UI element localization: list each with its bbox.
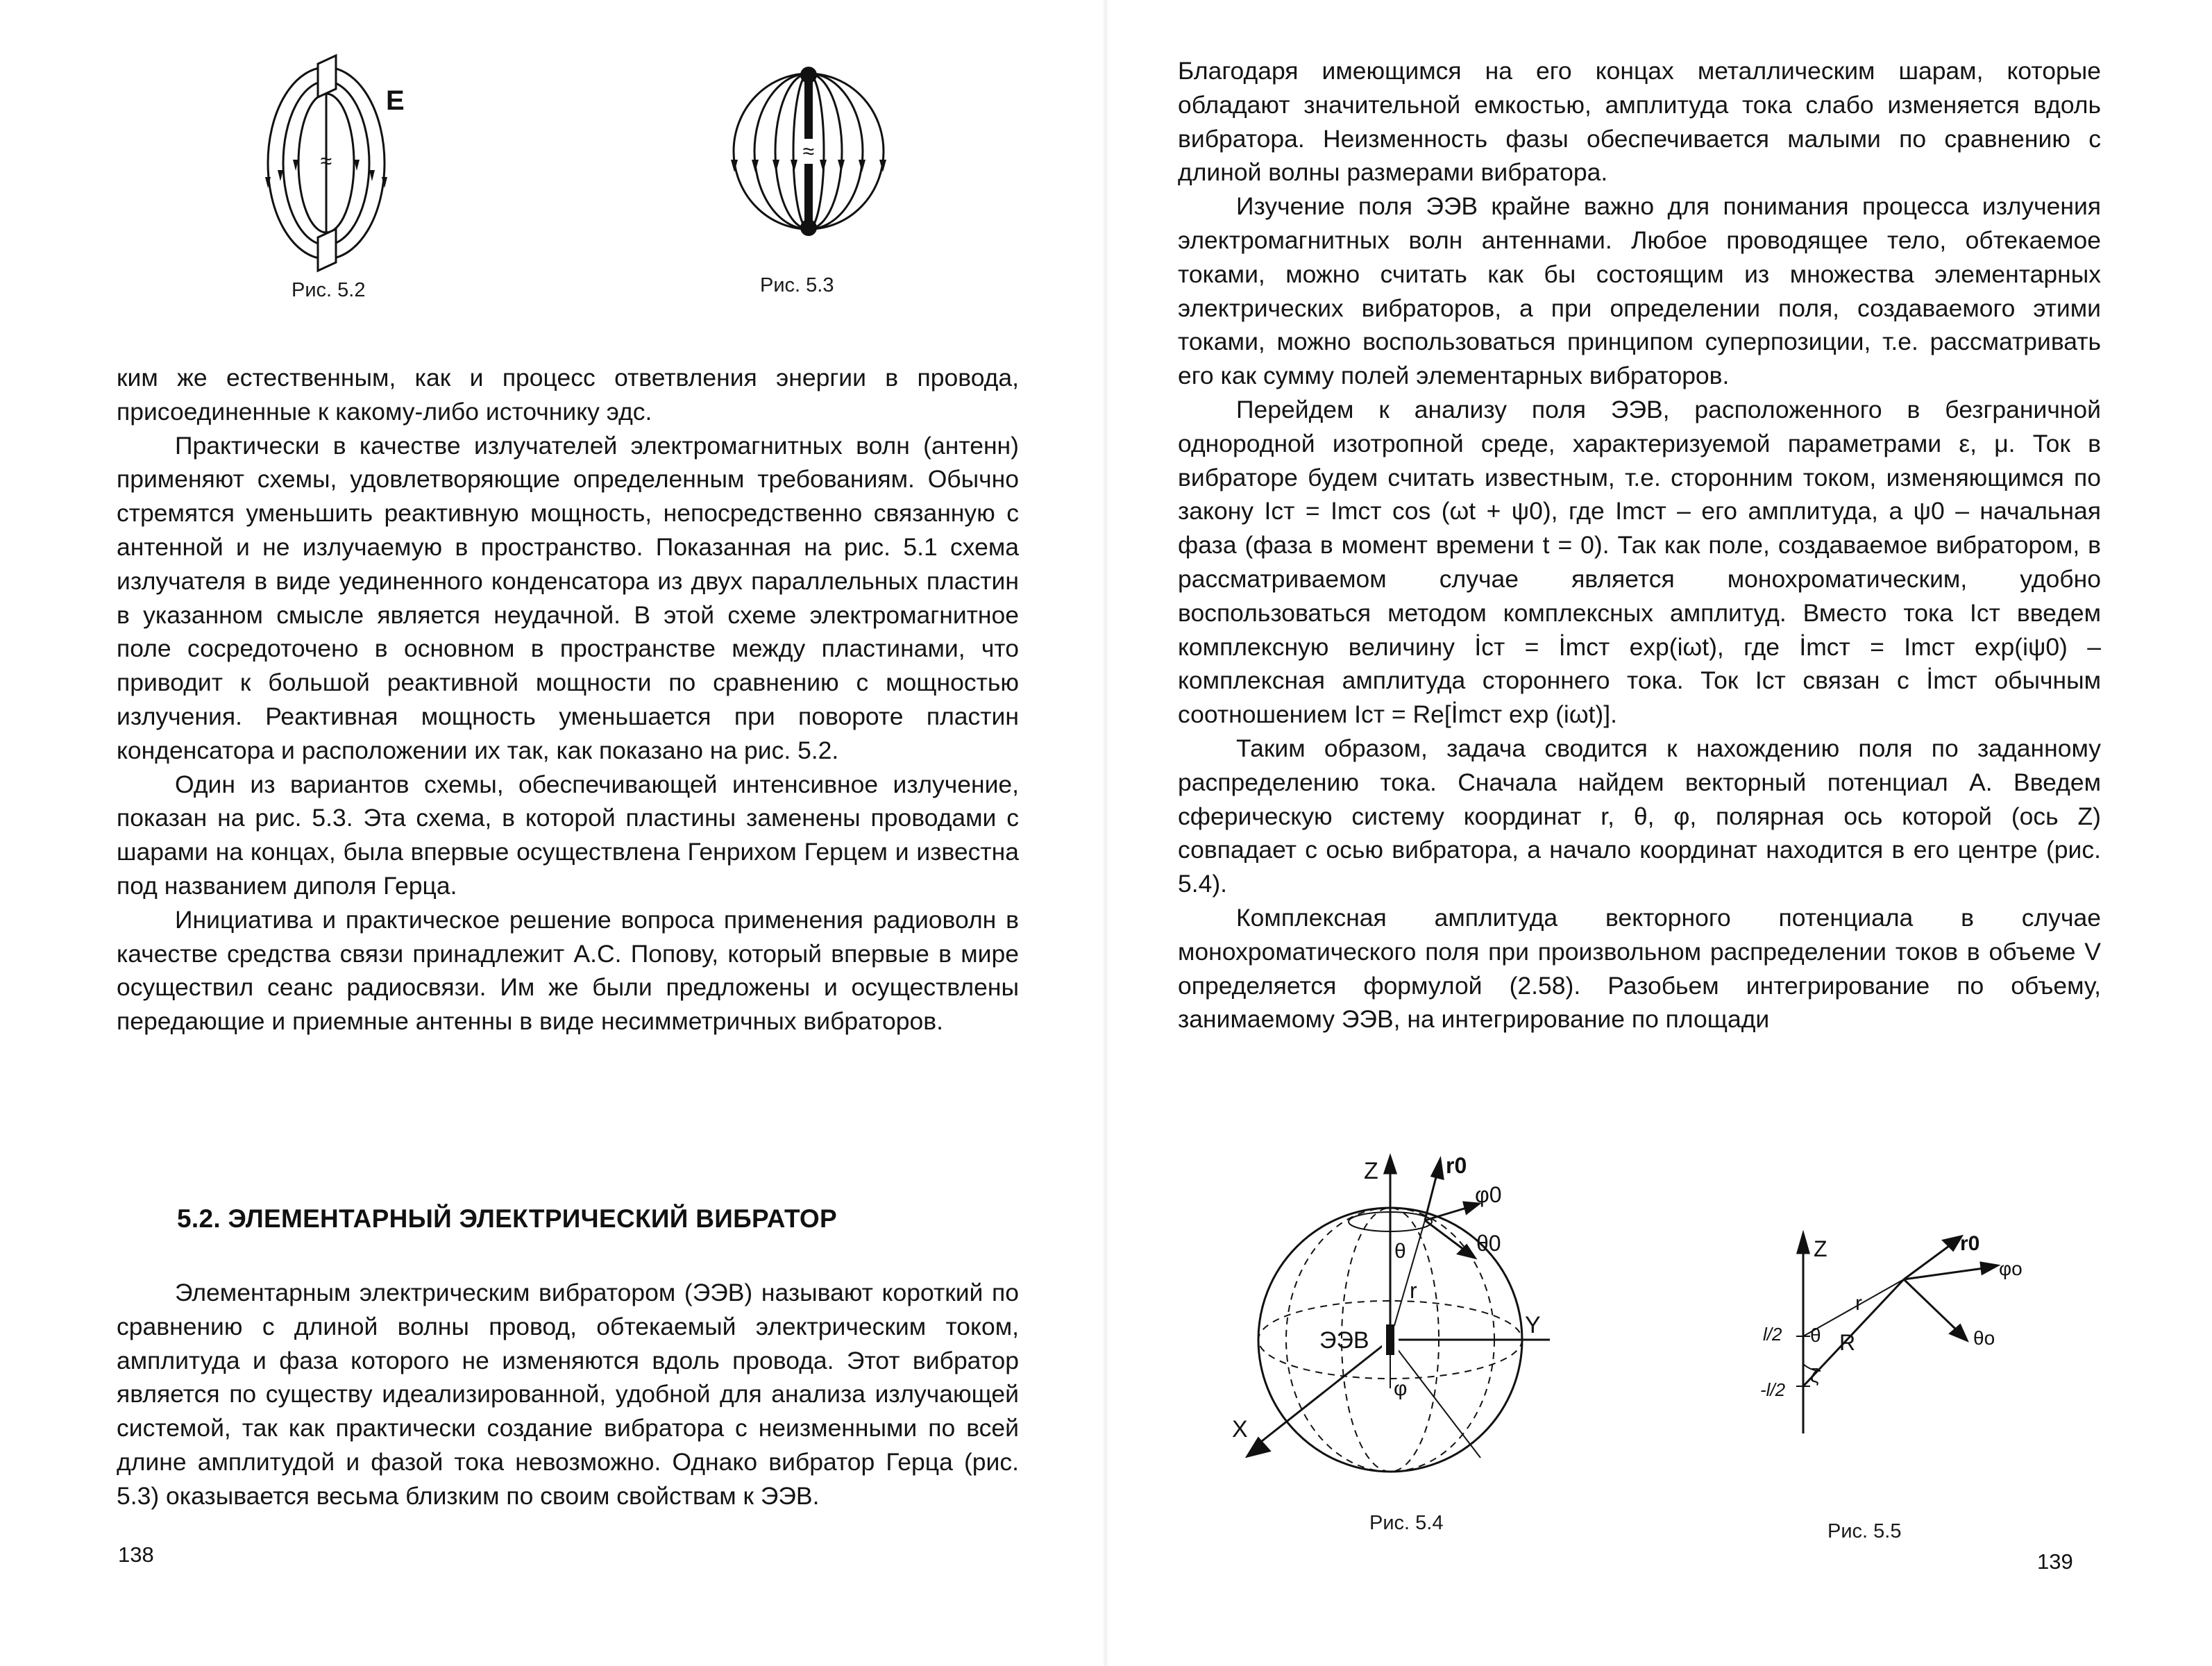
paragraph: Практически в качестве излучателей электромагнитных волн (антенн) применяют схемы, удовлетворяющие определенным требованиям. Обычно стремятся уменьшить реактивную мощность, непосредственно связанную с антенной и не излучаемую в пространство. Показанная на рис. 5.1 схема излучателя в виде уединенного конденсатора из двух параллельных пластин в указанном смысле является неудачной. В этой схеме электромагнитное поле сосредоточено в основном в пространстве между пластинами, что приводит к большой реактивной мощности по сравнению с мощностью излучения. Реактивная мощность уменьшается при повороте пластин конденсатора и расположении их так, как показано на рис. 5.2. <box>117 431 1019 764</box>
figure-5-5-R-label: R <box>1839 1330 1856 1355</box>
figure-5-2-caption: Рис. 5.2 <box>292 279 366 301</box>
figure-5-5-r0-label: r0 <box>1960 1232 1980 1255</box>
right-page <box>1106 0 2212 1666</box>
section-heading: 5.2. ЭЛЕМЕНТАРНЫЙ ЭЛЕКТРИЧЕСКИЙ ВИБРАТОР <box>177 1204 837 1233</box>
figure-5-3-caption: Рис. 5.3 <box>760 274 834 296</box>
page-number: 138 <box>118 1542 154 1567</box>
figure-5-2-symbol: ≈ <box>320 150 332 173</box>
figure-5-4-phi0-label: φ0 <box>1475 1182 1502 1207</box>
figure-5-3-diagram <box>729 62 888 243</box>
figure-5-5-r-label: r <box>1855 1292 1862 1315</box>
paragraph: Благодаря имеющимся на его концах металлическим шарам, которые обладают значительной емкостью, амплитуда тока слабо изменяется вдоль вибратора. Неизменность фазы обеспечивается малыми по сравнению с длиной волны размерами вибратора. <box>1178 57 2101 187</box>
paragraph: Элементарным электрическим вибратором (ЭЭВ) называют короткий по сравнению с длиной волны провод, обтекаемый электрическим током, амплитуда и фаза которого не изменяются вдоль провода. Этот вибратор является по существу идеализированной, удобной для анализа излучающей системой, так как практически создание вибратора с неизменными по всей длине амплитудой и фазой тока невозможно. Однако вибратор Герца (рис. 5.3) оказывается весьма близким по своим свойствам к ЭЭВ. <box>117 1279 1019 1510</box>
figure-5-4-y-label: Y <box>1525 1312 1541 1338</box>
figure-5-2-diagram <box>250 49 430 271</box>
figure-5-4-r0-label: r0 <box>1446 1153 1467 1178</box>
paragraph: Изучение поля ЭЭВ крайне важно для понимания процесса излучения электромагнитных волн антеннами. Любое проводящее тело, обтекаемое токами, можно считать как бы состоящим из множества элементарных электрических вибраторов, а при определении поля, создаваемого этими токами, можно воспользоваться принципом суперпозиции, т.е. рассматривать его как сумму полей элементарных вибраторов. <box>1178 192 2101 390</box>
figure-5-5-caption: Рис. 5.5 <box>1827 1520 1902 1542</box>
left-body-text <box>117 361 1019 1038</box>
figure-5-4-phi-label: φ <box>1394 1377 1408 1400</box>
figure-5-4-x-label: X <box>1232 1416 1248 1442</box>
paragraph: Перейдем к анализу поля ЭЭВ, расположенного в безграничной однородной изотропной среде, характеризуемой параметрами ε, μ. Ток в вибраторе будем считать известным, т.е. сторонним током, изменяющимся по закону Iст = Imст cos (ωt + ψ0), где Imст – его амплитуда, а ψ0 – начальная фаза (фаза в момент времени t = 0). Так как поле, создаваемое вибратором, в рассматриваемом случае является монохроматическим, удобно воспользоваться методом комплексных амплитуд. Вместо тока Iст введем комплексную величину İст = İmст exp(iωt), где İmст = Imст exp(iψ0) – комплексная амплитуда стороннего тока. Ток Iст связан с İmст обычным соотношением Iст = Re[İmст exp (iωt)]. <box>1178 395 2101 729</box>
figure-5-5-neg-half-l-label: -l/2 <box>1760 1379 1786 1400</box>
figure-5-5-theta0-label: θo <box>1973 1327 1995 1349</box>
paragraph: Инициатива и практическое решение вопроса применения радиоволн в качестве средства связи принадлежит А.С. Попову, который впервые в мире осуществил сеанс радиосвязи. Им же были предложены и осуществлены передающие и приемные антенны в виде несимметричных вибраторов. <box>117 905 1019 1036</box>
paragraph: Один из вариантов схемы, обеспечивающей интенсивное излучение, показан на рис. 5.3. Эта схема, в которой пластины заменены проводами с шарами на концах, была впервые осуществлена Генрихом Герцем и известна под названием диполя Герца. <box>117 770 1019 900</box>
page-number: 139 <box>2037 1549 2073 1574</box>
right-body-text <box>1178 54 2101 1036</box>
figure-5-2-field-label: E <box>386 85 405 116</box>
figure-5-4-r-label: r <box>1410 1278 1417 1303</box>
figure-5-5-phi0-label: φo <box>1999 1258 2023 1279</box>
figure-5-5-z-label: Z <box>1814 1236 1827 1261</box>
figure-5-4-theta0-label: θ0 <box>1476 1231 1501 1256</box>
paragraph: Комплексная амплитуда векторного потенциала в случае монохроматического поля при произвольном распределении токов в объеме V определяется формулой (2.58). Разобьем интегрирование по объему, занимаемому ЭЭВ, на интегрирование по площади <box>1178 903 2101 1034</box>
figure-5-4-theta-label: θ <box>1394 1240 1406 1263</box>
figure-5-5-half-l-label: l/2 <box>1763 1324 1782 1345</box>
figure-5-5-zeta-label: ζ <box>1810 1365 1819 1386</box>
figure-5-3-symbol: ≈ <box>802 140 815 163</box>
figure-5-4-z-label: Z <box>1364 1158 1378 1184</box>
figure-5-4-caption: Рис. 5.4 <box>1369 1512 1444 1534</box>
paragraph: ким же естественным, как и процесс ответвления энергии в провода, присоединенные к какому-либо источнику эдс. <box>117 364 1019 426</box>
figure-5-5-theta-label: θ <box>1810 1324 1821 1346</box>
left-body-text-2 <box>117 1276 1019 1513</box>
figure-5-4-eev-label: ЭЭВ <box>1319 1327 1369 1354</box>
figure-5-5-diagram <box>1727 1225 2023 1454</box>
paragraph: Таким образом, задача сводится к нахождению поля по заданному распределению тока. Сначала найдем векторный потенциал A. Введем сферическую систему координат r, θ, φ, полярная ось которой (ось Z) совпадает с осью вибратора, а начало координат находится в его центре (рис. 5.4). <box>1178 734 2101 898</box>
figure-5-4-diagram <box>1217 1152 1564 1499</box>
